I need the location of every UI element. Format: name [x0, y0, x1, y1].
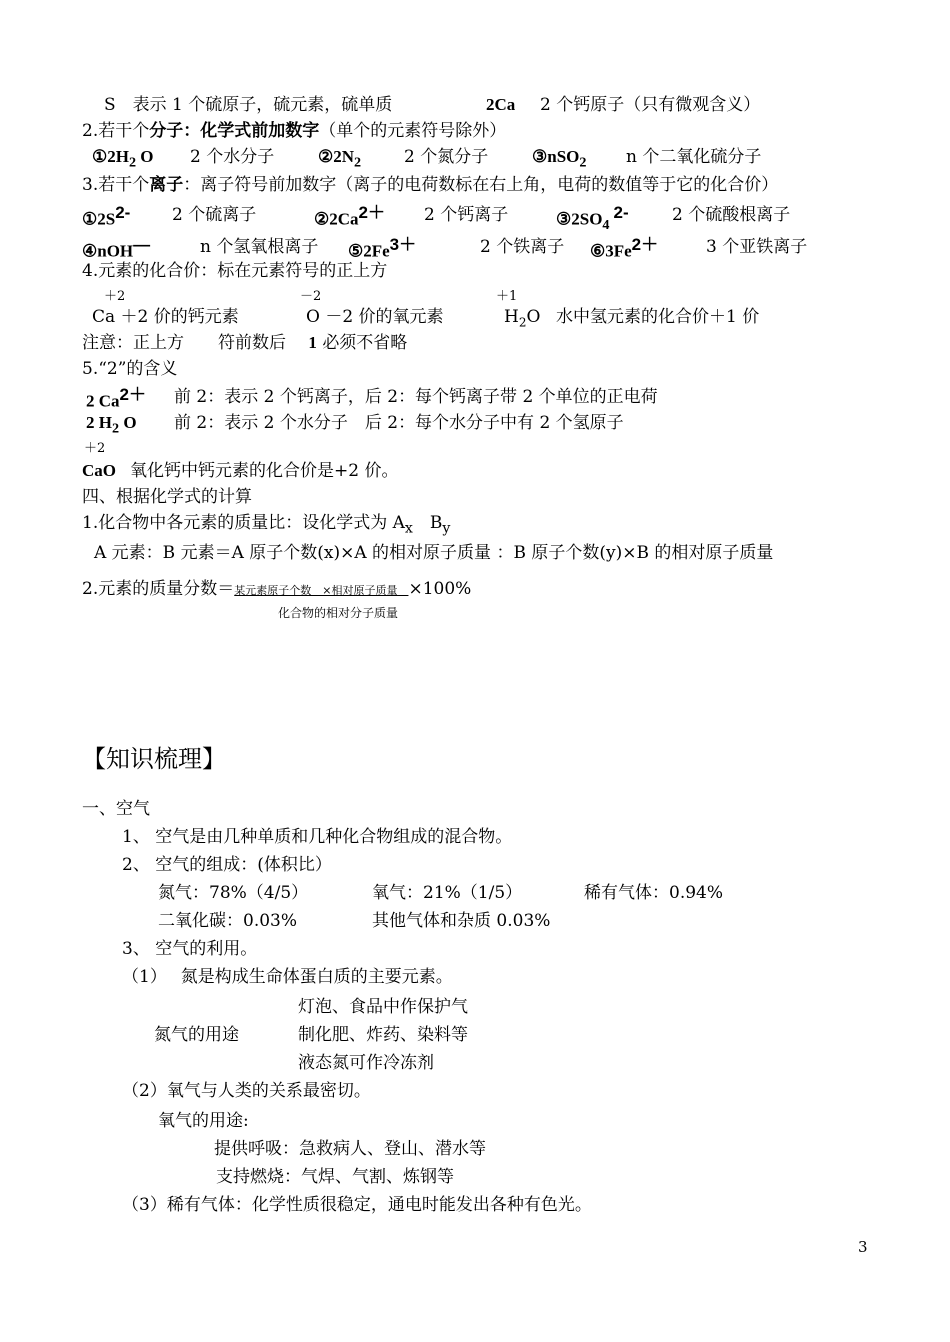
text-o2-use-2: 支持燃烧：气焊、气割、炼钢等 [216, 1167, 454, 1187]
text-other-pct: 其他气体和杂质 0.03% [372, 911, 551, 931]
text-air-composition: 2、 空气的组成：(体积比） [122, 855, 332, 875]
text-rare-gas: （3）稀有气体：化学性质很稳定，通电时能发出各种有色光。 [122, 1195, 592, 1215]
formula-2n2 [318, 146, 361, 173]
text-2ca-ion: 2 个钙离子 [424, 205, 509, 225]
f-sub: 2 [111, 420, 120, 437]
text-note-c: 必须不省略 [322, 333, 408, 353]
formula-3fe2 [590, 234, 658, 263]
f-part: H [98, 413, 112, 432]
formula-nso2 [532, 146, 586, 173]
text-2fe3: 2 个铁离子 [480, 237, 565, 257]
text-bold-ion: 离子 [149, 175, 184, 194]
fraction-numerator: 某元素原子个数 ×相对原子质量 [234, 584, 409, 597]
valence-ca: ＋2 [104, 289, 126, 304]
text-n-so2: n 个二氧化硫分子 [626, 147, 762, 167]
text-oxygen-use: 氧气的用途: [158, 1111, 249, 1131]
formula-2ca: 2Ca [486, 95, 516, 114]
line-meaning-2: 5.“2”的含义 [82, 359, 178, 379]
f-sub: 2 [579, 154, 587, 171]
text-ca-valence: Ca ＋2 价的钙元素 [92, 307, 239, 327]
f-part: ①2S [82, 209, 116, 229]
formula-h2o-valence [504, 306, 540, 333]
text-o-valence: O －2 价的氧元素 [306, 307, 444, 327]
f-sub: 4 [602, 217, 610, 234]
f-part: 2 [86, 413, 95, 432]
f-sub: y [442, 520, 451, 537]
text-2h2o-meaning: 前 2：表示 2 个水分子 后 2：每个水分子中有 2 个氢原子 [174, 413, 624, 433]
text-2-nitrogen: 2 个氮分子 [404, 147, 489, 167]
text-n-use-label: 氮气的用途 [154, 1025, 239, 1045]
f-part: B [429, 513, 443, 533]
f-part: ③nSO [532, 147, 580, 166]
formula-2h2o [92, 146, 154, 173]
f-part: ⑥3Fe [590, 241, 632, 261]
text-n-use-3: 液态氮可作冷冻剂 [298, 1053, 434, 1073]
f-part: ①2H [92, 147, 129, 166]
text-2ca2plus-meaning: 前 2：表示 2 个钙离子，后 2：每个钙离子带 2 个单位的正电荷 [174, 387, 658, 407]
valence-h: ＋1 [496, 289, 518, 304]
text-prefix: 3.若干个 [82, 175, 150, 195]
text-air-mixture: 1、 空气是由几种单质和几种化合物组成的混合物。 [122, 827, 513, 847]
text-2s: 2 个硫离子 [172, 205, 257, 225]
formula-noh [82, 234, 150, 263]
f-part: Ca [98, 391, 120, 411]
f-part: ④nOH [82, 241, 134, 261]
f-sup: 2＋ [119, 385, 146, 404]
text-prefix: 2.若干个 [82, 121, 150, 141]
text-q1: 1.化合物中各元素的质量比：设化学式为 A [82, 513, 405, 533]
f-sub: 2 [128, 154, 137, 171]
f-sup: 2- [613, 203, 629, 222]
f-part: O [526, 307, 541, 327]
formula-2s [82, 202, 130, 231]
valence-o: －2 [300, 289, 322, 304]
line-mass-ratio [82, 512, 450, 539]
text-nitrogen-protein: （1） 氮是构成生命体蛋白质的主要元素。 [122, 967, 453, 987]
f-part: O [123, 413, 137, 432]
f-sup: 2＋ [358, 203, 385, 222]
f-part: O [140, 147, 154, 166]
f-part: ⑤2Fe [348, 241, 390, 261]
f-sup: 2- [115, 203, 131, 222]
text-air-use: 3、 空气的利用。 [122, 939, 258, 959]
text-n-use-2: 制化肥、炸药、染料等 [298, 1025, 468, 1045]
f-part: ②2Ca [314, 209, 359, 229]
text-noh: n 个氢氧根离子 [200, 237, 319, 257]
f-part: H [504, 307, 519, 327]
text-rare-pct: 稀有气体：0.94% [584, 883, 724, 903]
text-note: （单个的元素符号除外） [319, 121, 507, 141]
section-air: 一、空气 [82, 799, 150, 819]
section-calc: 四、根据化学式的计算 [82, 487, 252, 507]
text-oxygen-relation: （2）氧气与人类的关系最密切。 [122, 1081, 371, 1101]
line-ions [82, 174, 778, 196]
text-h-valence: 水中氢元素的化合价＋1 价 [556, 307, 760, 327]
formula-2fe3 [348, 234, 416, 263]
text-n-use-1: 灯泡、食品中作保护气 [298, 997, 468, 1017]
f-sub: 2 [354, 154, 362, 171]
line-molecules [82, 120, 506, 142]
line-mass-fraction [82, 578, 471, 602]
formula-2h2o-meaning [86, 412, 137, 439]
line-sulfur [104, 94, 392, 116]
text-o2-use-1: 提供呼吸：急救病人、登山、潜水等 [214, 1139, 486, 1159]
f-part: 2 [86, 391, 95, 411]
text-3fe2: 3 个亚铁离子 [706, 237, 808, 257]
line-ratio-formula: A 元素：B 元素＝A 原子个数(x)×A 的相对原子质量 ：B 原子个数(y)×B 的相对原子质量 [94, 543, 774, 563]
f-sub: x [404, 520, 413, 537]
text-sulfur-meaning: S 表示 1 个硫原子，硫元素，硫单质 [104, 95, 393, 115]
formula-2so4 [556, 202, 629, 236]
heading-knowledge: 【知识梳理】 [82, 745, 226, 773]
text-note-a: 注意：正上方 符前数后 [82, 333, 286, 353]
f-sup: 2＋ [631, 235, 659, 254]
text-times-100: ×100% [408, 579, 472, 599]
text-2-water: 2 个水分子 [190, 147, 275, 167]
formula-2ca2plus [86, 384, 146, 413]
f-sub: 2 [518, 315, 527, 330]
text-cao: 氧化钙中钙元素的化合价是+2 价。 [130, 461, 399, 481]
f-part: ③2SO [556, 209, 603, 229]
valence-cao: ＋2 [84, 441, 106, 456]
formula-cao: CaO [82, 461, 116, 480]
f-part: ②2N [318, 147, 355, 166]
f-sup: — [133, 235, 151, 254]
text-q2: 2.元素的质量分数＝ [82, 579, 235, 599]
f-sup: 3＋ [389, 235, 417, 254]
text-2ca-meaning: 2 个钙原子（只有微观含义） [540, 95, 761, 115]
text-co2-pct: 二氧化碳：0.03% [158, 911, 298, 931]
page-number: 3 [858, 1238, 868, 1256]
text-note-bold: 1 [308, 333, 317, 352]
text-bold-rule: 分子：化学式前加数字 [149, 121, 320, 140]
fraction-denominator: 化合物的相对分子质量 [278, 606, 399, 620]
text-nitrogen-pct: 氮气：78%（4/5） [158, 883, 309, 903]
text-ion-rule: ：离子符号前加数字（离子的电荷数标在右上角，电荷的数值等于它的化合价） [183, 175, 779, 195]
text-oxygen-pct: 氧气：21%（1/5） [372, 883, 523, 903]
formula-2ca-ion [314, 202, 385, 231]
line-note [82, 332, 407, 354]
line-valence: 4.元素的化合价：标在元素符号的正上方 [82, 261, 388, 281]
text-2so4: 2 个硫酸根离子 [672, 205, 791, 225]
